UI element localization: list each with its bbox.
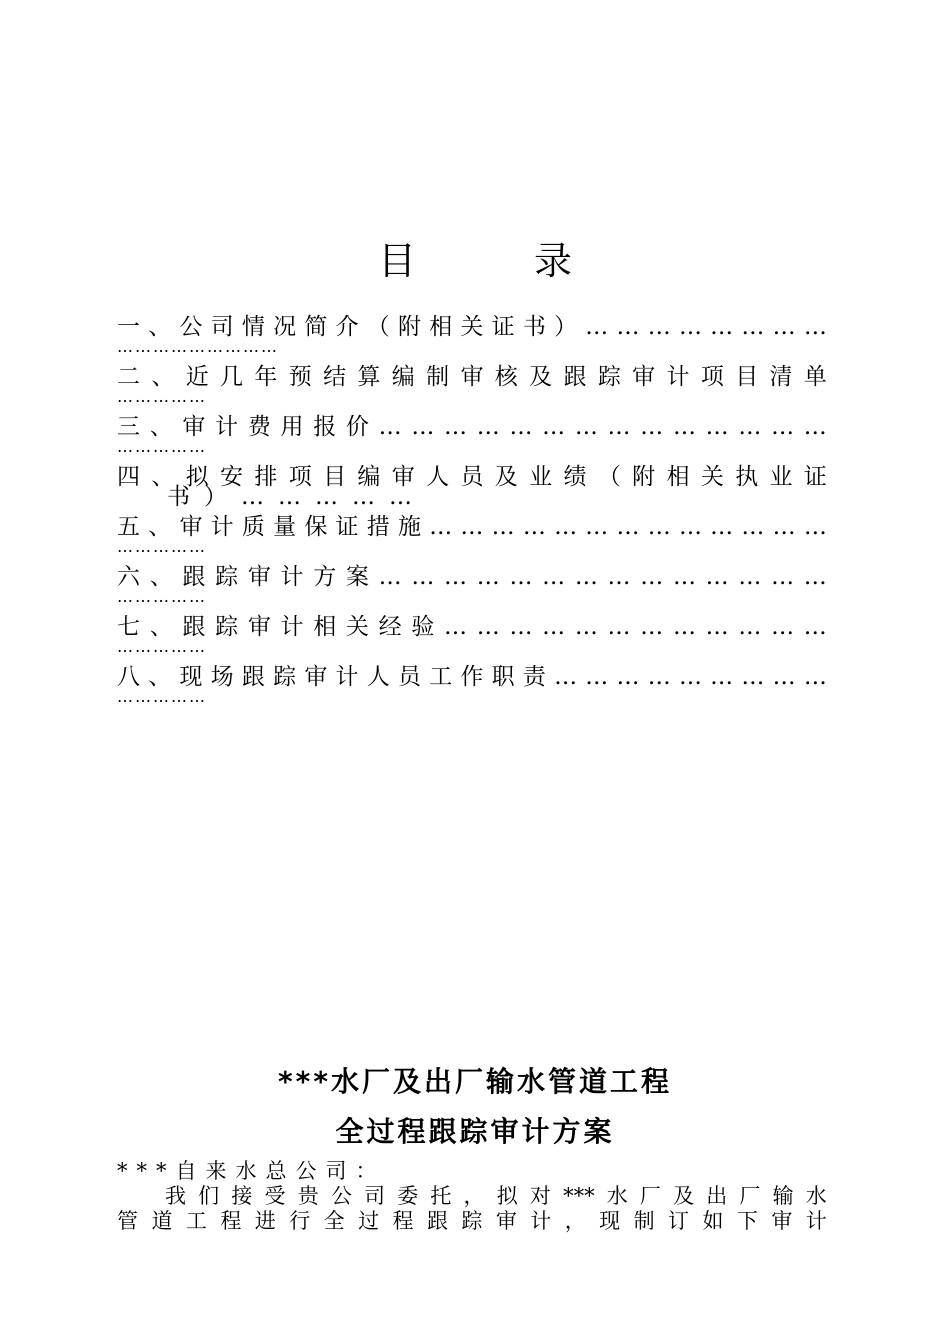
toc-item-continuation: …………… — [117, 587, 207, 606]
toc-item[interactable] — [117, 462, 827, 512]
document-title-line-2: 全过程跟踪审计方案 — [335, 1115, 615, 1148]
toc-title-right: 录 — [534, 239, 573, 283]
toc-item-text: 五 、 审 计 质 量 保 证 措 施 … … … … … … … … … … … … … — [117, 514, 827, 540]
toc-title — [0, 238, 950, 284]
toc-item-continuation: …………… — [117, 387, 207, 406]
toc-item-continuation: 书）…………… — [167, 484, 426, 510]
toc-item[interactable] — [117, 512, 827, 562]
toc-item-continuation: …………… — [117, 687, 207, 706]
toc-item-text: 八 、 现 场 跟 踪 审 计 人 员 工 作 职 责 … … … … … … … … … — [117, 664, 827, 690]
table-of-contents — [117, 312, 827, 712]
toc-item[interactable] — [117, 612, 827, 662]
toc-item-text: 七 、 跟 踪 审 计 相 关 经 验 … … … … … … … … … … … … — [117, 614, 827, 640]
toc-title-left: 目 — [377, 239, 416, 283]
document-title-line-1: ***水厂及出厂输水管道工程 — [278, 1065, 672, 1098]
toc-item-continuation: …………… — [117, 437, 207, 456]
salutation: ***自来水总公司： — [117, 1159, 386, 1183]
toc-item-text: 一 、 公 司 情 况 简 介 （ 附 相 关 证 书 ） … … … … … … … … — [117, 314, 827, 340]
toc-item-continuation: …………… — [117, 637, 207, 656]
paragraph-line-2: 管 道 工 程 进 行 全 过 程 跟 踪 审 计 ， 现 制 订 如 下 审 计 — [117, 1209, 827, 1233]
toc-item-text: 二 、 近 几 年 预 结 算 编 制 审 核 及 跟 踪 审 计 项 目 清 单 — [117, 364, 827, 390]
toc-item-continuation: ……………………… — [117, 337, 279, 356]
toc-item[interactable] — [117, 362, 827, 412]
toc-item-continuation: …………… — [117, 537, 207, 556]
toc-item[interactable] — [117, 562, 827, 612]
toc-item-text: 三 、 审 计 费 用 报 价 … … … … … … … … … … … … … … — [117, 414, 827, 440]
toc-item[interactable] — [117, 412, 827, 462]
toc-item-text: 六 、 跟 踪 审 计 方 案 … … … … … … … … … … … … … … — [117, 564, 827, 590]
paragraph-line-1: 我 们 接 受 贵 公 司 委 托 ， 拟 对 *** 水 厂 及 出 厂 输 水 — [165, 1184, 827, 1208]
toc-item[interactable] — [117, 312, 827, 362]
toc-item-text: 四 、 拟 安 排 项 目 编 审 人 员 及 业 绩 （ 附 相 关 执 业 证 — [117, 464, 827, 490]
toc-item[interactable] — [117, 662, 827, 712]
